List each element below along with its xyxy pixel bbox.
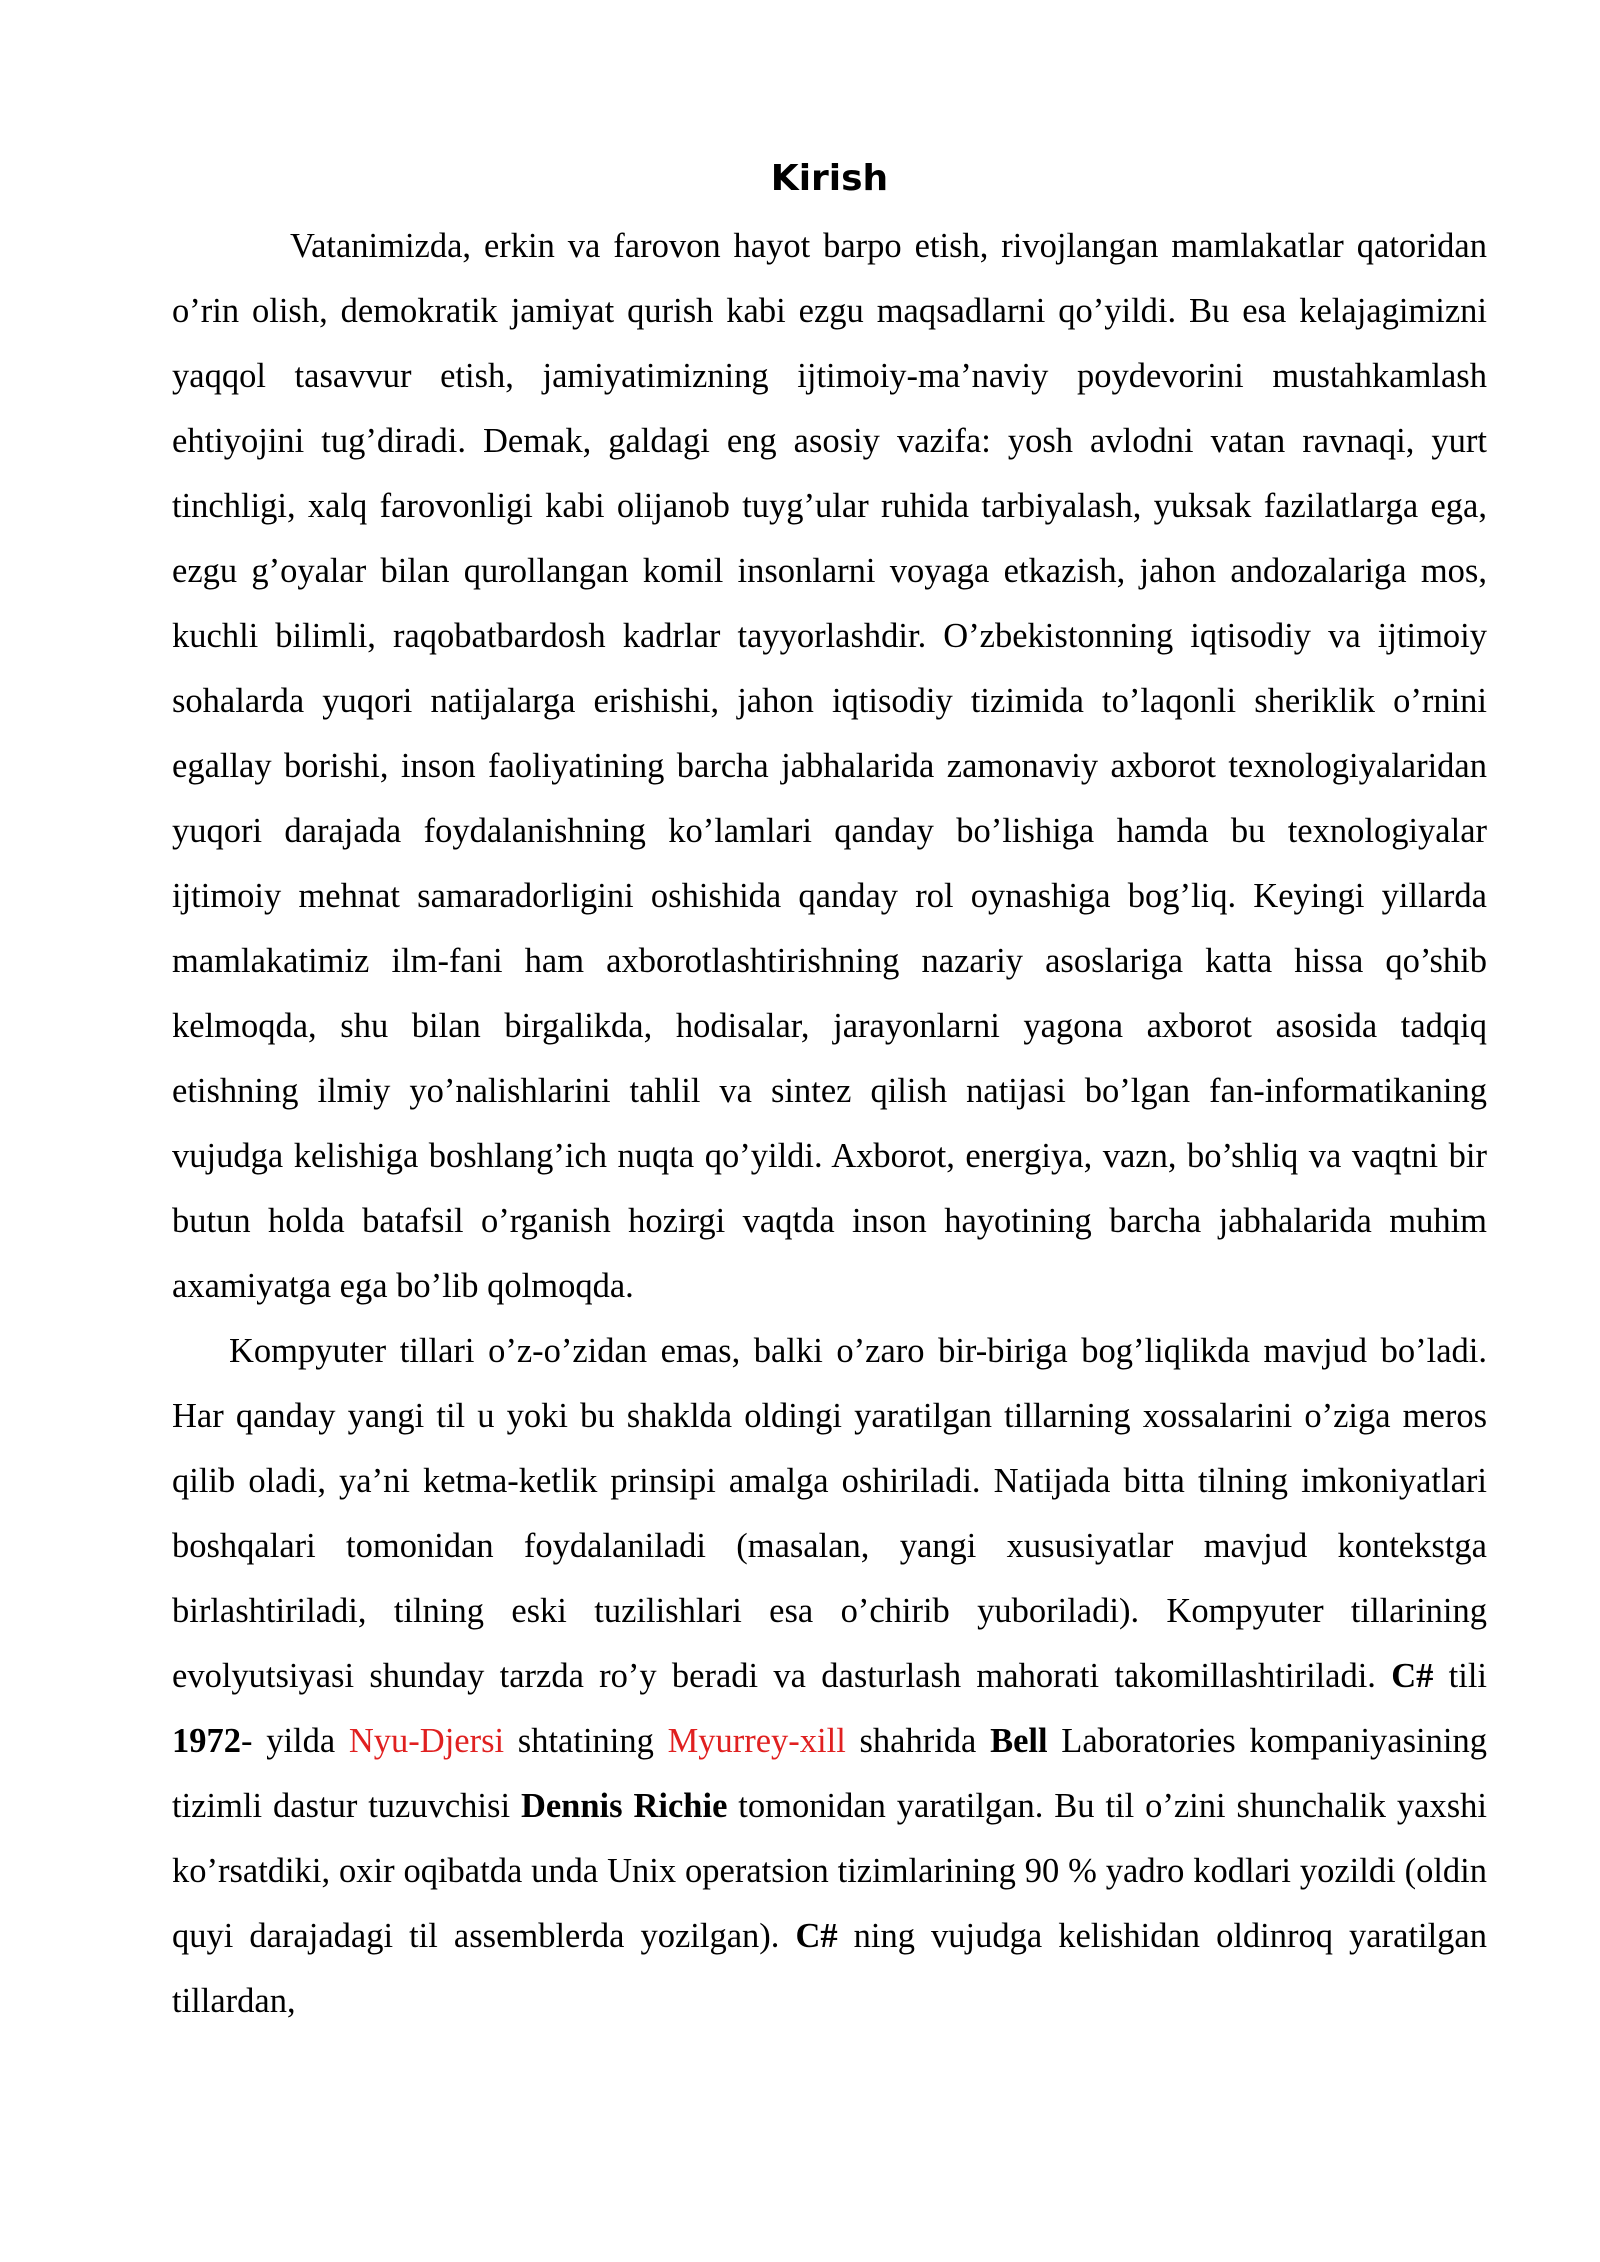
paragraph-text: Kompyuter tillari o’z-o’zidan emas, balki o’zaro bir-biriga bog’liqlikda mavjud bo’ladi. Har qanday yangi til u yoki bu shaklda oldingi yaratilgan tillarning xossalarini o’ziga meros qilib oladi, ya’ni ketma-ketlik prinsipi amalga oshiriladi. Natijada bitta tilning imkoniyatlari boshqalari tomonidan foydalaniladi (masalan, yangi xususiyatlar mavjud kontekstga birlashtiriladi, tilning eski tuzilishlari esa o’chirib yuboriladi). Kompyuter tillarining evolyutsiyasi shunday tarzda ro’y beradi va dasturlash mahorati takomillashtiriladi. xyxy=(172,1332,1487,1695)
language-name: C# xyxy=(795,1917,838,1955)
paragraph-text: ning vujudga kelishidan oldinroq yaratilgan tillardan, xyxy=(172,1917,1487,2020)
paragraph-text: shahrida xyxy=(845,1722,991,1760)
company-name: Bell xyxy=(990,1722,1048,1760)
place-name-state: Nyu-Djersi xyxy=(348,1722,505,1760)
year: 1972 xyxy=(172,1722,241,1760)
paragraph-text: tili xyxy=(1433,1657,1487,1695)
person-name: Dennis Richie xyxy=(520,1787,728,1825)
paragraph-text: Vatanimizda, erkin va farovon hayot barpo etish, rivojlangan mamlakatlar qatoridan o’rin olish, demokratik jamiyat qurish kabi ezgu maqsadlarni qo’yildi. Bu esa kelajagimizni yaqqol tasavvur etish, jamiyatimizning ijtimoiy-ma’naviy poydevorini mustahkamlash ehtiyojini tug’diradi. Demak, galdagi eng asosiy vazifa: yosh avlodni vatan ravnaqi, yurt tinchligi, xalq farovonligi kabi olijanob tuyg’ular ruhida tarbiyalash, yuksak fazilatlarga ega, ezgu g’oyalar bilan qurollangan komil insonlarni voyaga etkazish, jahon andozalariga mos, kuchli bilimli, raqobatbardosh kadrlar tayyorlashdir. O’zbekistonning iqtisodiy va ijtimoiy sohalarda yuqori natijalarga erishishi, jahon iqtisodiy tizimida to’laqonli sheriklik o’rnini egallay borishi, inson faoliyatining barcha jabhalarida zamonaviy axborot texnologiyalaridan yuqori darajada foydalanishning ko’lamlari qanday bo’lishiga hamda bu texnologiyalar ijtimoiy mehnat samaradorligini oshishida qanday rol oynashiga bog’liq. Keyingi yillarda mamlakatimiz ilm-fani ham axborotlashtirishning nazariy asoslariga katta hissa qo’shib kelmoqda, shu bilan birgalikda, hodisalar, jarayonlarni yagona axborot asosida tadqiq etishning ilmiy yo’nalishlarini tahlil va sintez qilish natijasi bo’lgan fan-informatikaning vujudga kelishiga boshlang’ich nuqta qo’yildi. Axborot, energiya, vazn, bo’shliq va vaqtni bir butun holda batafsil o’rganish hozirgi vaqtda inson hayotining barcha jabhalarida muhim axamiyatga ega bo’lib qolmoqda. xyxy=(172,227,1487,1305)
paragraph-text: - yilda xyxy=(241,1722,349,1760)
language-name: C# xyxy=(1391,1657,1434,1695)
paragraph-text: Laboratories kompaniyasining tizimli dastur tuzuvchisi xyxy=(172,1722,1487,1825)
document-page xyxy=(172,150,1487,2034)
paragraph-1 xyxy=(172,214,1487,1319)
page-title: Kirish xyxy=(770,158,889,199)
paragraph-text: shtatining xyxy=(504,1722,668,1760)
paragraph-text: tomonidan yaratilgan. Bu til o’zini shunchalik yaxshi ko’rsatdiki, oxir oqibatda unda Unix operatsion tizimlarining 90 % yadro kodlari yozildi (oldin quyi darajadagi til assemblerda yozilgan). xyxy=(172,1787,1487,1955)
place-name-city: Myurrey-xill xyxy=(667,1722,846,1760)
paragraph-2 xyxy=(172,1319,1487,2034)
